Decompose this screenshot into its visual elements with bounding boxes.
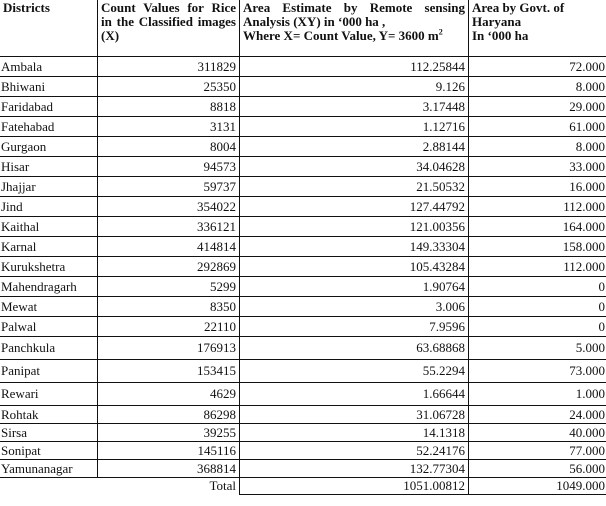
- count-cell: 176913: [98, 337, 240, 360]
- district-cell: Panipat: [0, 360, 98, 383]
- area-govt-cell: 158.000: [469, 237, 606, 257]
- district-cell: Jind: [0, 197, 98, 217]
- area-rs-cell: 1.66644: [240, 383, 469, 406]
- table-row: [0, 197, 606, 217]
- district-cell: Sonipat: [0, 442, 98, 460]
- table-row: [0, 97, 606, 117]
- district-cell: Gurgaon: [0, 137, 98, 157]
- table-row: [0, 297, 606, 317]
- table-row: [0, 137, 606, 157]
- district-cell: Bhiwani: [0, 77, 98, 97]
- count-cell: 94573: [98, 157, 240, 177]
- count-cell: 368814: [98, 460, 240, 478]
- table-row: [0, 442, 606, 460]
- district-cell: Kaithal: [0, 217, 98, 237]
- area-govt-cell: 164.000: [469, 217, 606, 237]
- table-row: [0, 460, 606, 478]
- count-cell: 292869: [98, 257, 240, 277]
- area-govt-cell: 1.000: [469, 383, 606, 406]
- count-cell: 8818: [98, 97, 240, 117]
- district-cell: Mahendragarh: [0, 277, 98, 297]
- count-cell: 25350: [98, 77, 240, 97]
- table-row: [0, 77, 606, 97]
- count-cell: 336121: [98, 217, 240, 237]
- area-govt-cell: 40.000: [469, 424, 606, 442]
- area-rs-cell: 3.006: [240, 297, 469, 317]
- area-rs-cell: 105.43284: [240, 257, 469, 277]
- count-cell: 86298: [98, 406, 240, 424]
- district-cell: Fatehabad: [0, 117, 98, 137]
- total-area-govt: 1049.000: [469, 478, 606, 495]
- count-cell: 5299: [98, 277, 240, 297]
- total-row: [0, 478, 606, 495]
- area-govt-cell: 72.000: [469, 57, 606, 77]
- count-cell: 8350: [98, 297, 240, 317]
- district-cell: Kurukshetra: [0, 257, 98, 277]
- area-govt-cell: 112.000: [469, 197, 606, 217]
- district-cell: Panchkula: [0, 337, 98, 360]
- header-area-rs: [240, 0, 469, 57]
- total-area-rs: 1051.00812: [240, 478, 469, 495]
- count-cell: 8004: [98, 137, 240, 157]
- table-row: [0, 177, 606, 197]
- header-area-rs-line1: Area Estimate by Remote sensing Analysis (XY) in ‘000 ha ,: [243, 0, 465, 29]
- header-area-rs-sup: 2: [438, 27, 443, 37]
- district-cell: Rewari: [0, 383, 98, 406]
- area-rs-cell: 1.12716: [240, 117, 469, 137]
- district-cell: Faridabad: [0, 97, 98, 117]
- area-govt-cell: 29.000: [469, 97, 606, 117]
- count-cell: 354022: [98, 197, 240, 217]
- district-cell: Mewat: [0, 297, 98, 317]
- table-row: [0, 157, 606, 177]
- area-rs-cell: 1.90764: [240, 277, 469, 297]
- district-cell: Palwal: [0, 317, 98, 337]
- district-cell: Sirsa: [0, 424, 98, 442]
- table-row: [0, 237, 606, 257]
- district-cell: Karnal: [0, 237, 98, 257]
- district-cell: Ambala: [0, 57, 98, 77]
- area-rs-cell: 2.88144: [240, 137, 469, 157]
- area-rs-cell: 112.25844: [240, 57, 469, 77]
- header-area-govt: [469, 0, 606, 57]
- header-area-govt-line1: Area by Govt. of Haryana: [472, 0, 565, 29]
- table-row: [0, 424, 606, 442]
- table-row: [0, 277, 606, 297]
- header-count: [98, 0, 240, 57]
- area-govt-cell: 5.000: [469, 337, 606, 360]
- count-cell: 153415: [98, 360, 240, 383]
- area-rs-cell: 7.9596: [240, 317, 469, 337]
- header-area-rs-line2: Where X= Count Value, Y= 3600 m: [243, 28, 439, 43]
- area-govt-cell: 24.000: [469, 406, 606, 424]
- area-rs-cell: 127.44792: [240, 197, 469, 217]
- area-rs-cell: 132.77304: [240, 460, 469, 478]
- table-row: [0, 406, 606, 424]
- count-cell: 22110: [98, 317, 240, 337]
- area-govt-cell: 73.000: [469, 360, 606, 383]
- table-row: [0, 383, 606, 406]
- district-cell: Hisar: [0, 157, 98, 177]
- header-districts: [0, 0, 98, 57]
- area-rs-cell: 121.00356: [240, 217, 469, 237]
- count-cell: 39255: [98, 424, 240, 442]
- area-rs-cell: 21.50532: [240, 177, 469, 197]
- area-rs-cell: 55.2294: [240, 360, 469, 383]
- area-rs-cell: 9.126: [240, 77, 469, 97]
- header-districts-text: Districts: [3, 0, 50, 15]
- area-govt-cell: 56.000: [469, 460, 606, 478]
- area-govt-cell: 0: [469, 277, 606, 297]
- table-row: [0, 57, 606, 77]
- area-rs-cell: 63.68868: [240, 337, 469, 360]
- table-row: [0, 117, 606, 137]
- table-row: [0, 257, 606, 277]
- area-govt-cell: 8.000: [469, 77, 606, 97]
- district-cell: Jhajjar: [0, 177, 98, 197]
- header-row: [0, 0, 606, 57]
- area-rs-cell: 34.04628: [240, 157, 469, 177]
- total-label: Total: [0, 478, 240, 495]
- count-cell: 311829: [98, 57, 240, 77]
- count-cell: 3131: [98, 117, 240, 137]
- count-cell: 414814: [98, 237, 240, 257]
- area-rs-cell: 31.06728: [240, 406, 469, 424]
- count-cell: 59737: [98, 177, 240, 197]
- count-cell: 145116: [98, 442, 240, 460]
- header-count-text: Count Values for Rice in the Classified images (X): [101, 0, 236, 43]
- table-row: [0, 217, 606, 237]
- area-govt-cell: 16.000: [469, 177, 606, 197]
- header-area-govt-line2: In ‘000 ha: [472, 28, 529, 43]
- district-cell: Yamunanagar: [0, 460, 98, 478]
- area-govt-cell: 112.000: [469, 257, 606, 277]
- area-govt-cell: 61.000: [469, 117, 606, 137]
- area-rs-cell: 52.24176: [240, 442, 469, 460]
- area-govt-cell: 8.000: [469, 137, 606, 157]
- count-cell: 4629: [98, 383, 240, 406]
- table-row: [0, 337, 606, 360]
- district-cell: Rohtak: [0, 406, 98, 424]
- table-row: [0, 360, 606, 383]
- area-govt-cell: 33.000: [469, 157, 606, 177]
- area-rs-cell: 3.17448: [240, 97, 469, 117]
- table-row: [0, 317, 606, 337]
- area-govt-cell: 0: [469, 297, 606, 317]
- area-govt-cell: 77.000: [469, 442, 606, 460]
- area-rs-cell: 149.33304: [240, 237, 469, 257]
- area-govt-cell: 0: [469, 317, 606, 337]
- area-rs-cell: 14.1318: [240, 424, 469, 442]
